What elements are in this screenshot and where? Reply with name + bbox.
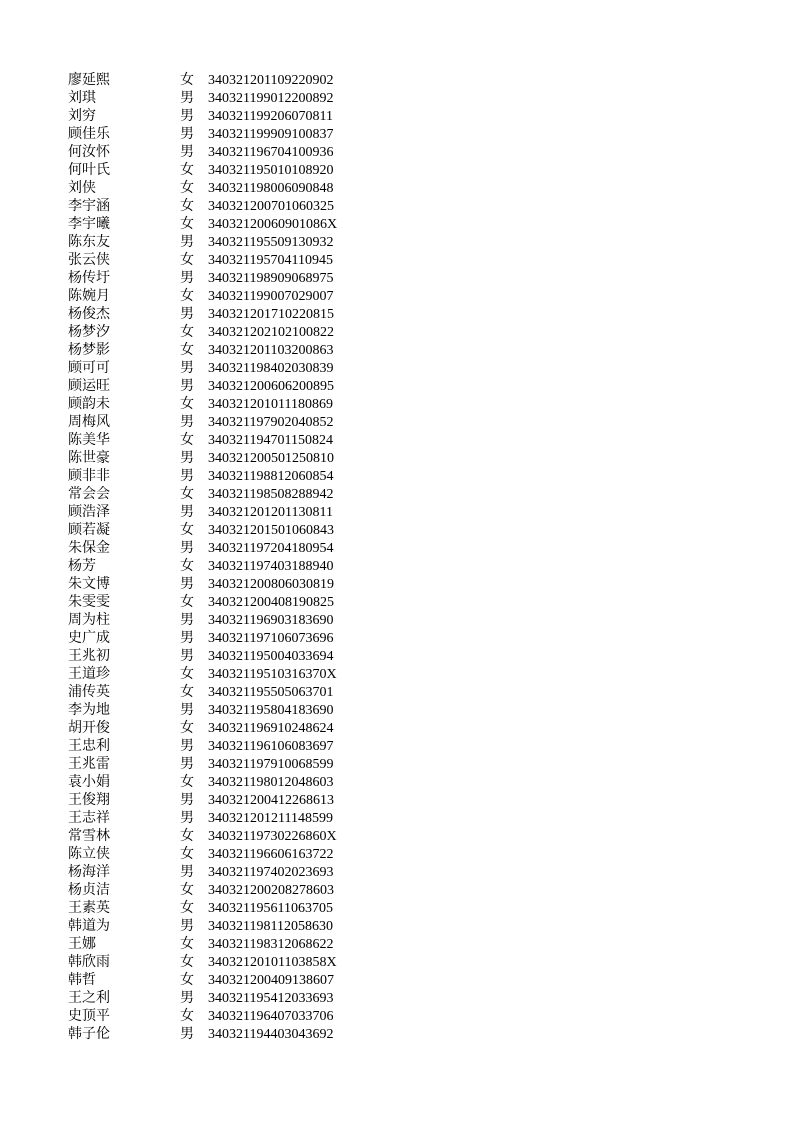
id-number-cell: 340321200208278603 [208, 883, 334, 898]
gender-cell: 男 [180, 307, 194, 322]
name-cell: 韩哲 [68, 973, 96, 988]
id-number-cell: 340321197106073696 [208, 631, 334, 646]
gender-cell: 男 [180, 379, 194, 394]
table-row [68, 342, 388, 360]
id-number-cell: 340321199909100837 [208, 127, 334, 142]
gender-cell: 男 [180, 793, 194, 808]
table-row [68, 756, 388, 774]
name-cell: 刘穷 [68, 109, 96, 124]
table-row [68, 972, 388, 990]
table-row [68, 594, 388, 612]
id-number-cell: 340321195509130932 [208, 235, 334, 250]
id-number-cell: 340321196106083697 [208, 739, 334, 754]
table-row [68, 720, 388, 738]
id-number-cell: 340321200409138607 [208, 973, 334, 988]
gender-cell: 男 [180, 631, 194, 646]
name-cell: 袁小娟 [68, 775, 110, 790]
name-cell: 杨俊杰 [68, 307, 110, 322]
name-cell: 史顶平 [68, 1009, 110, 1024]
table-row [68, 396, 388, 414]
table-row [68, 234, 388, 252]
name-cell: 常会会 [68, 487, 110, 502]
gender-cell: 女 [180, 181, 194, 196]
name-cell: 顾若凝 [68, 523, 110, 538]
id-number-cell: 340321197910068599 [208, 757, 334, 772]
id-number-cell: 340321200806030819 [208, 577, 334, 592]
gender-cell: 男 [180, 469, 194, 484]
gender-cell: 女 [180, 667, 194, 682]
table-row [68, 630, 388, 648]
gender-cell: 男 [180, 235, 194, 250]
id-number-cell: 340321197902040852 [208, 415, 334, 430]
id-number-cell: 340321201710220815 [208, 307, 334, 322]
name-cell: 杨梦汐 [68, 325, 110, 340]
id-number-cell: 340321196910248624 [208, 721, 334, 736]
table-row [68, 774, 388, 792]
gender-cell: 女 [180, 199, 194, 214]
table-row [68, 432, 388, 450]
gender-cell: 男 [180, 91, 194, 106]
id-number-cell: 340321200501250810 [208, 451, 334, 466]
id-number-cell: 340321198312068622 [208, 937, 334, 952]
gender-cell: 女 [180, 595, 194, 610]
id-number-cell: 340321198006090848 [208, 181, 334, 196]
gender-cell: 男 [180, 757, 194, 772]
name-cell: 陈美华 [68, 433, 110, 448]
name-cell: 陈世豪 [68, 451, 110, 466]
id-number-cell: 340321195804183690 [208, 703, 334, 718]
gender-cell: 男 [180, 451, 194, 466]
table-row [68, 522, 388, 540]
gender-cell: 女 [180, 955, 194, 970]
name-cell: 韩子伦 [68, 1027, 110, 1042]
gender-cell: 女 [180, 847, 194, 862]
name-cell: 王素英 [68, 901, 110, 916]
table-row [68, 108, 388, 126]
id-number-cell: 340321202102100822 [208, 325, 334, 340]
name-cell: 陈立侠 [68, 847, 110, 862]
gender-cell: 男 [180, 541, 194, 556]
name-cell: 王忠利 [68, 739, 110, 754]
name-cell: 顾佳乐 [68, 127, 110, 142]
gender-cell: 女 [180, 973, 194, 988]
table-row [68, 810, 388, 828]
id-number-cell: 340321196903183690 [208, 613, 334, 628]
name-cell: 胡开俊 [68, 721, 110, 736]
name-cell: 李宇涵 [68, 199, 110, 214]
table-row [68, 738, 388, 756]
name-cell: 廖延熙 [68, 73, 110, 88]
table-row [68, 198, 388, 216]
name-cell: 何汝怀 [68, 145, 110, 160]
gender-cell: 女 [180, 685, 194, 700]
id-number-cell: 340321198112058630 [208, 919, 333, 934]
table-row [68, 162, 388, 180]
name-cell: 顾运旺 [68, 379, 110, 394]
table-row [68, 882, 388, 900]
table-row [68, 540, 388, 558]
id-number-cell: 340321195611063705 [208, 901, 333, 916]
name-cell: 朱文博 [68, 577, 110, 592]
name-cell: 陈东友 [68, 235, 110, 250]
id-number-cell: 340321198812060854 [208, 469, 334, 484]
name-cell: 韩欣雨 [68, 955, 110, 970]
id-number-cell: 34032119510316370X [208, 667, 337, 682]
gender-cell: 男 [180, 271, 194, 286]
table-row [68, 414, 388, 432]
id-number-cell: 340321196704100936 [208, 145, 334, 160]
name-cell: 王志祥 [68, 811, 110, 826]
table-row [68, 666, 388, 684]
table-row [68, 90, 388, 108]
table-row [68, 576, 388, 594]
id-number-cell: 340321199206070811 [208, 109, 333, 124]
table-row [68, 126, 388, 144]
gender-cell: 男 [180, 577, 194, 592]
id-number-cell: 340321195010108920 [208, 163, 334, 178]
table-row [68, 702, 388, 720]
name-cell: 王之利 [68, 991, 110, 1006]
id-number-cell: 340321197402023693 [208, 865, 334, 880]
id-number-cell: 340321201011180869 [208, 397, 333, 412]
id-number-cell: 34032119730226860X [208, 829, 337, 844]
name-cell: 张云侠 [68, 253, 110, 268]
name-cell: 何叶氏 [68, 163, 110, 178]
name-cell: 刘侠 [68, 181, 96, 196]
name-cell: 李为地 [68, 703, 110, 718]
gender-cell: 男 [180, 109, 194, 124]
name-cell: 周梅风 [68, 415, 110, 430]
name-cell: 王俊翔 [68, 793, 110, 808]
name-cell: 杨梦影 [68, 343, 110, 358]
id-number-cell: 340321194701150824 [208, 433, 333, 448]
gender-cell: 男 [180, 361, 194, 376]
id-number-cell: 340321195704110945 [208, 253, 333, 268]
id-number-cell: 340321200606200895 [208, 379, 334, 394]
id-number-cell: 34032120060901086X [208, 217, 338, 232]
table-row [68, 990, 388, 1008]
name-cell: 李宇曦 [68, 217, 110, 232]
gender-cell: 女 [180, 829, 194, 844]
id-number-cell: 340321201103200863 [208, 343, 334, 358]
id-number-cell: 340321198402030839 [208, 361, 334, 376]
table-row [68, 936, 388, 954]
gender-cell: 男 [180, 865, 194, 880]
name-cell: 刘琪 [68, 91, 96, 106]
name-cell: 王娜 [68, 937, 96, 952]
id-number-cell: 340321197204180954 [208, 541, 334, 556]
table-row [68, 450, 388, 468]
table-row [68, 1026, 388, 1044]
table-row [68, 252, 388, 270]
table-row [68, 288, 388, 306]
gender-cell: 男 [180, 145, 194, 160]
name-cell: 常雪林 [68, 829, 110, 844]
gender-cell: 女 [180, 163, 194, 178]
gender-cell: 男 [180, 613, 194, 628]
table-row [68, 918, 388, 936]
gender-cell: 男 [180, 1027, 194, 1042]
name-cell: 顾可可 [68, 361, 110, 376]
table-row [68, 270, 388, 288]
table-row [68, 378, 388, 396]
gender-cell: 男 [180, 919, 194, 934]
table-row [68, 504, 388, 522]
table-row [68, 864, 388, 882]
id-number-cell: 340321201201130811 [208, 505, 333, 520]
id-number-cell: 340321200701060325 [208, 199, 334, 214]
gender-cell: 女 [180, 883, 194, 898]
id-number-cell: 340321200412268613 [208, 793, 334, 808]
table-row [68, 306, 388, 324]
name-cell: 顾浩泽 [68, 505, 110, 520]
table-row [68, 900, 388, 918]
id-number-cell: 340321195505063701 [208, 685, 334, 700]
id-number-cell: 340321197403188940 [208, 559, 334, 574]
name-cell: 史广成 [68, 631, 110, 646]
gender-cell: 男 [180, 505, 194, 520]
id-number-cell: 340321199012200892 [208, 91, 334, 106]
name-cell: 朱保金 [68, 541, 110, 556]
id-number-cell: 340321195004033694 [208, 649, 334, 664]
gender-cell: 女 [180, 73, 194, 88]
gender-cell: 女 [180, 487, 194, 502]
id-number-cell: 340321198508288942 [208, 487, 334, 502]
gender-cell: 女 [180, 217, 194, 232]
table-row [68, 846, 388, 864]
gender-cell: 女 [180, 721, 194, 736]
id-number-cell: 340321199007029007 [208, 289, 334, 304]
table-row [68, 684, 388, 702]
gender-cell: 男 [180, 415, 194, 430]
gender-cell: 女 [180, 901, 194, 916]
table-row [68, 324, 388, 342]
table-row [68, 954, 388, 972]
table-row [68, 360, 388, 378]
gender-cell: 男 [180, 991, 194, 1006]
id-number-cell: 340321200408190825 [208, 595, 334, 610]
table-row [68, 486, 388, 504]
name-cell: 王道珍 [68, 667, 110, 682]
table-row [68, 144, 388, 162]
gender-cell: 女 [180, 937, 194, 952]
name-cell: 杨传圩 [68, 271, 110, 286]
id-number-cell: 340321201501060843 [208, 523, 334, 538]
id-number-cell: 340321198012048603 [208, 775, 334, 790]
gender-cell: 女 [180, 1009, 194, 1024]
gender-cell: 女 [180, 397, 194, 412]
name-cell: 王兆雷 [68, 757, 110, 772]
roster-table [68, 72, 388, 1044]
id-number-cell: 340321196407033706 [208, 1009, 334, 1024]
name-cell: 顾韵未 [68, 397, 110, 412]
name-cell: 杨芳 [68, 559, 96, 574]
gender-cell: 女 [180, 325, 194, 340]
name-cell: 朱雯雯 [68, 595, 110, 610]
gender-cell: 女 [180, 523, 194, 538]
gender-cell: 女 [180, 433, 194, 448]
gender-cell: 男 [180, 703, 194, 718]
table-row [68, 792, 388, 810]
gender-cell: 男 [180, 739, 194, 754]
id-number-cell: 34032120101103858X [208, 955, 337, 970]
name-cell: 杨贞洁 [68, 883, 110, 898]
id-number-cell: 340321196606163722 [208, 847, 334, 862]
gender-cell: 女 [180, 343, 194, 358]
gender-cell: 男 [180, 649, 194, 664]
gender-cell: 女 [180, 289, 194, 304]
id-number-cell: 340321201211148599 [208, 811, 333, 826]
name-cell: 周为柱 [68, 613, 110, 628]
gender-cell: 男 [180, 127, 194, 142]
id-number-cell: 340321195412033693 [208, 991, 334, 1006]
gender-cell: 女 [180, 253, 194, 268]
table-row [68, 72, 388, 90]
table-row [68, 828, 388, 846]
gender-cell: 女 [180, 559, 194, 574]
gender-cell: 男 [180, 811, 194, 826]
table-row [68, 216, 388, 234]
name-cell: 浦传英 [68, 685, 110, 700]
table-row [68, 1008, 388, 1026]
table-row [68, 558, 388, 576]
table-row [68, 468, 388, 486]
name-cell: 陈婉月 [68, 289, 110, 304]
table-row [68, 648, 388, 666]
id-number-cell: 340321194403043692 [208, 1027, 334, 1042]
id-number-cell: 340321201109220902 [208, 73, 334, 88]
id-number-cell: 340321198909068975 [208, 271, 334, 286]
name-cell: 王兆初 [68, 649, 110, 664]
name-cell: 韩道为 [68, 919, 110, 934]
name-cell: 顾非非 [68, 469, 110, 484]
table-row [68, 612, 388, 630]
name-cell: 杨海洋 [68, 865, 110, 880]
table-row [68, 180, 388, 198]
gender-cell: 女 [180, 775, 194, 790]
